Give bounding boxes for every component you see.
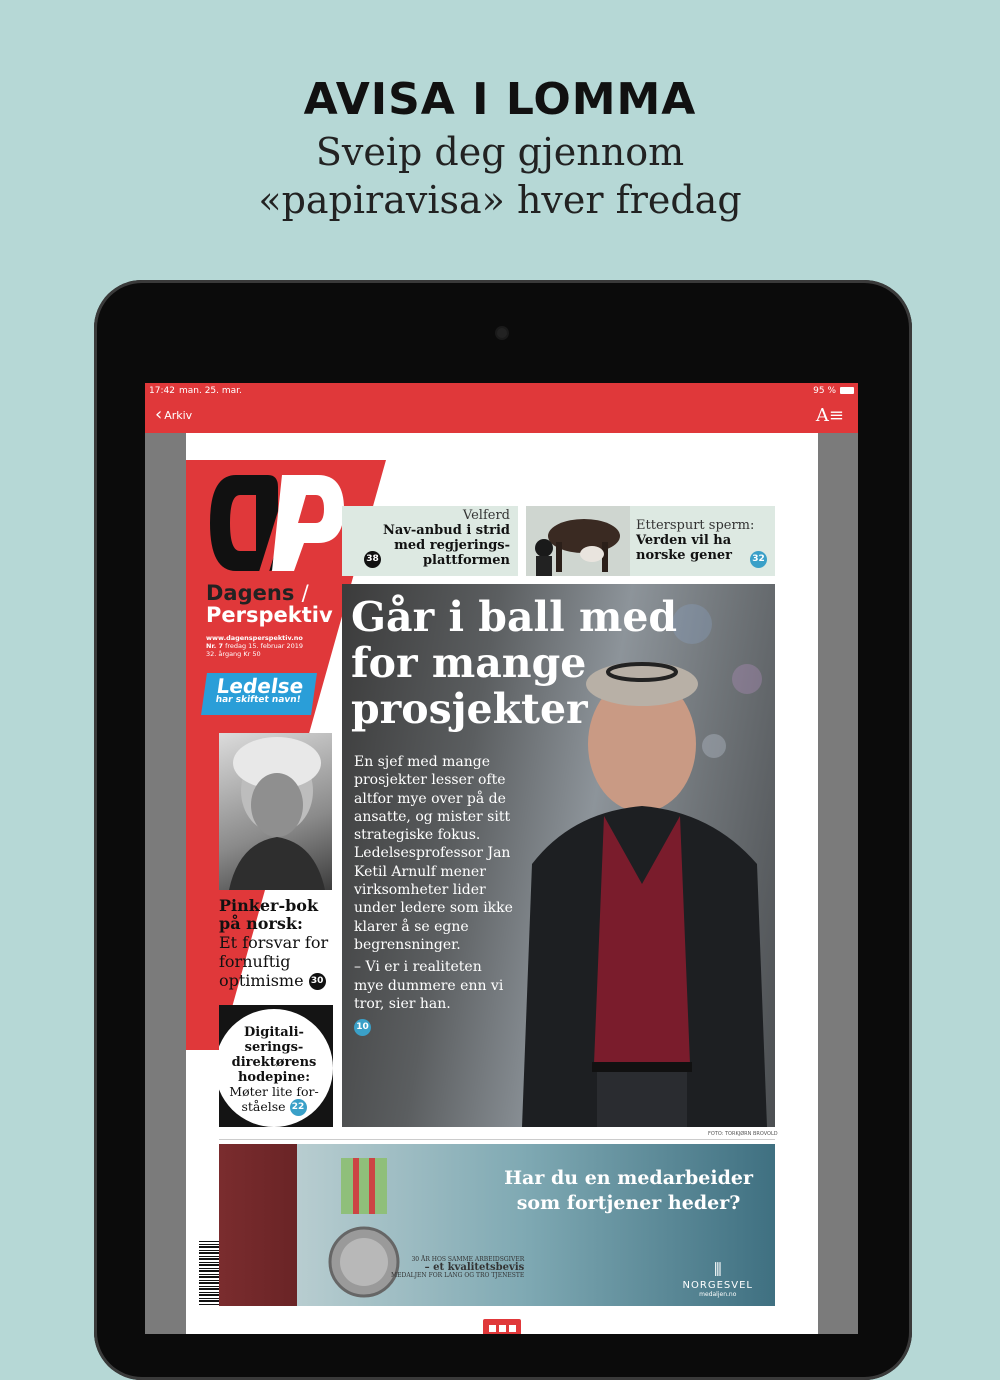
ad-small3: MEDALJEN FOR LANG OG TRO TJENESTE — [391, 1272, 525, 1279]
digi-headline: Digitali-serings-direktørens hodepine: — [231, 1025, 317, 1085]
back-button[interactable] — [155, 406, 192, 424]
teaser2-kicker: Etterspurt sperm: — [636, 518, 755, 533]
page-grid-button[interactable] — [483, 1319, 521, 1334]
ad-small-print — [391, 1256, 524, 1280]
teaser1-page-badge: 38 — [364, 551, 381, 568]
ledelse-badge — [201, 673, 317, 715]
ledelse-subtitle: har skiftet navn! — [214, 695, 302, 705]
teaser1-kicker: Velferd — [462, 508, 510, 523]
brand-name — [206, 581, 309, 605]
ad-headline-line1: Har du en medarbeider — [504, 1167, 753, 1189]
photo-credit: FOTO: TORKJØRN BROVOLD — [708, 1131, 778, 1137]
status-bar — [145, 383, 858, 399]
brand-line2: Perspektiv — [206, 603, 333, 627]
brand-line1: Dagens — [206, 581, 295, 605]
chevron-left-icon: ‹ — [155, 404, 163, 425]
teaser-velferd — [342, 506, 518, 576]
ad-small2: – et kvalitetsbevis — [424, 1262, 525, 1273]
masthead-url: www.dagensperspektiv.no — [206, 634, 303, 642]
front-camera — [497, 328, 507, 338]
volume-price: 32. årgang Kr 50 — [206, 650, 261, 658]
status-time: 17:42 — [149, 386, 175, 396]
norgesvel-logo-icon: ⦀ — [713, 1260, 722, 1281]
ad-brand — [683, 1262, 753, 1298]
ad-brand-url: medaljen.no — [699, 1291, 737, 1298]
promo-subtitle-line1: Sveip deg gjennom — [315, 130, 685, 174]
ipad-screen — [145, 383, 858, 1334]
pinker-headline: Pinker-bok på norsk: — [219, 896, 319, 933]
barcode — [199, 1241, 219, 1305]
main-body-block — [354, 753, 514, 1036]
ad-headline — [504, 1166, 753, 1216]
cattle-photo — [526, 506, 630, 576]
teaser2-page-badge: 32 — [750, 551, 767, 568]
digi-teaser — [219, 1005, 333, 1127]
grid-dot-icon — [499, 1325, 506, 1332]
page-divider — [219, 1139, 775, 1140]
ledelse-title: Ledelse — [215, 674, 306, 698]
promo-subtitle-line2: «papiravisa» hver fredag — [258, 178, 742, 222]
issue-date: fredag 15. februar 2019 — [225, 642, 304, 650]
pinker-page-badge: 30 — [309, 973, 326, 990]
dp-logo — [206, 467, 346, 577]
main-headline: Går i ball med for mange prosjekter — [351, 593, 678, 733]
newspaper-page[interactable] — [186, 433, 818, 1334]
main-quote: – Vi er i realiteten mye dummere enn vi tror, sier han. — [354, 959, 504, 1012]
teaser2-headline: Verden vil ha norske gener — [636, 533, 733, 563]
promo-title: AVISA I LOMMA — [303, 74, 697, 125]
brand-slash: / — [301, 581, 309, 605]
nav-bar — [145, 399, 858, 433]
status-date: man. 25. mar. — [179, 386, 242, 396]
grid-dot-icon — [509, 1325, 516, 1332]
masthead-meta — [206, 634, 303, 658]
medal-icon — [309, 1144, 429, 1306]
pinker-teaser — [219, 897, 337, 990]
digi-circle — [219, 1009, 333, 1127]
battery-percent: 95 % — [813, 386, 836, 396]
font-settings-icon[interactable]: A≡ — [815, 405, 844, 426]
main-story — [342, 584, 775, 1127]
digi-body: Møter lite for-ståelse — [229, 1084, 319, 1114]
digi-page-badge: 22 — [290, 1099, 307, 1116]
pinker-photo — [219, 733, 332, 890]
teaser-sperm — [526, 506, 775, 576]
teaser1-headline: Nav-anbud i strid med regjerings-plattformen — [383, 523, 510, 568]
main-page-badge: 10 — [354, 1019, 371, 1036]
back-button-label: Arkiv — [164, 408, 193, 422]
grid-dot-icon — [489, 1325, 496, 1332]
main-body: En sjef med mange prosjekter lesser ofte altfor mye over på de ansatte, og mister sitt strategiske fokus. Ledelsesprofessor Jan Ketil Arnulf mener virksomheter lider under ledere som ikke klarer å se egne begrensninger. — [354, 754, 513, 953]
ad-headline-line2: som fortjener heder? — [516, 1192, 741, 1214]
pinker-body: Et forsvar for fornuftig optimisme — [219, 933, 329, 990]
battery-icon — [840, 387, 854, 394]
norgesvel-ad[interactable] — [219, 1144, 775, 1306]
issue-number: Nr. 7 — [206, 642, 223, 650]
ad-brand-name: NORGESVEL — [682, 1280, 753, 1291]
ad-small1: 30 ÅR HOS SAMME ARBEIDSGIVER — [411, 1256, 525, 1263]
